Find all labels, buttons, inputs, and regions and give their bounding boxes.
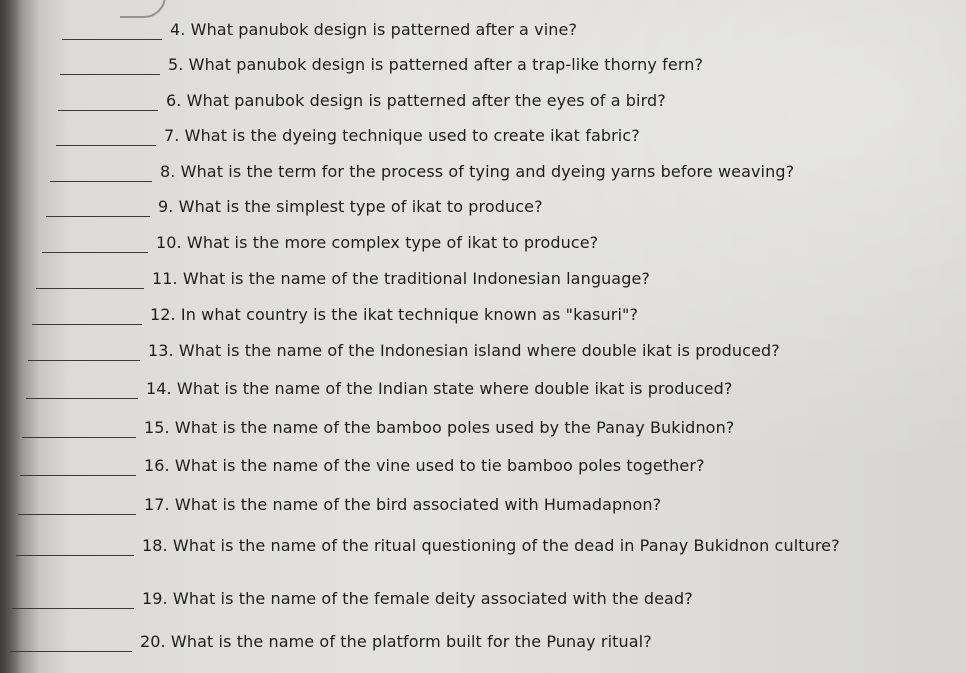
page-shadow-edge — [0, 0, 22, 673]
answer-blank-20[interactable] — [10, 635, 132, 652]
answer-blank-12[interactable] — [32, 308, 142, 325]
answer-blank-6[interactable] — [58, 94, 158, 111]
question-13 — [28, 339, 780, 361]
question-text-7: 7. What is the dyeing technique used to create ikat fabric? — [164, 126, 640, 145]
answer-blank-18[interactable] — [16, 539, 134, 556]
question-14 — [26, 377, 732, 399]
question-text-10: 10. What is the more complex type of ikat to produce? — [156, 233, 599, 252]
question-12 — [32, 303, 638, 325]
question-8 — [50, 160, 794, 182]
question-text-15: 15. What is the name of the bamboo poles used by the Panay Bukidnon? — [144, 418, 735, 437]
question-7 — [56, 124, 640, 146]
question-text-18: 18. What is the name of the ritual questioning of the dead in Panay Bukidnon culture? — [142, 536, 840, 555]
question-6 — [58, 89, 666, 111]
answer-blank-13[interactable] — [28, 344, 140, 361]
question-text-11: 11. What is the name of the traditional Indonesian language? — [152, 269, 651, 288]
answer-blank-15[interactable] — [22, 421, 136, 438]
answer-blank-14[interactable] — [26, 382, 138, 399]
question-9 — [46, 195, 543, 217]
question-text-17: 17. What is the name of the bird associated with Humadapnon? — [144, 495, 662, 514]
question-text-13: 13. What is the name of the Indonesian island where double ikat is produced? — [148, 341, 780, 360]
question-19 — [12, 587, 693, 609]
question-text-4: 4. What panubok design is patterned after a vine? — [170, 20, 578, 39]
question-text-16: 16. What is the name of the vine used to tie bamboo poles together? — [144, 456, 705, 475]
answer-blank-10[interactable] — [42, 236, 148, 253]
answer-blank-16[interactable] — [20, 459, 136, 476]
answer-blank-17[interactable] — [18, 498, 136, 515]
question-text-6: 6. What panubok design is patterned after the eyes of a bird? — [166, 91, 666, 110]
answer-blank-5[interactable] — [60, 58, 160, 75]
question-10 — [42, 231, 598, 253]
question-4 — [62, 18, 577, 40]
question-text-12: 12. In what country is the ikat technique known as "kasuri"? — [150, 305, 639, 324]
question-text-8: 8. What is the term for the process of tying and dyeing yarns before weaving? — [160, 162, 795, 181]
question-text-9: 9. What is the simplest type of ikat to produce? — [158, 197, 543, 216]
question-15 — [22, 416, 734, 438]
pen-mark — [120, 0, 166, 18]
question-text-14: 14. What is the name of the Indian state where double ikat is produced? — [146, 379, 733, 398]
question-16 — [20, 454, 705, 476]
question-18 — [16, 534, 840, 556]
question-text-5: 5. What panubok design is patterned after a trap-like thorny fern? — [168, 55, 704, 74]
answer-blank-11[interactable] — [36, 272, 144, 289]
answer-blank-19[interactable] — [12, 592, 134, 609]
question-17 — [18, 493, 661, 515]
question-text-19: 19. What is the name of the female deity associated with the dead? — [142, 589, 693, 608]
question-5 — [60, 53, 703, 75]
answer-blank-9[interactable] — [46, 200, 150, 217]
answer-blank-8[interactable] — [50, 165, 152, 182]
question-20 — [10, 630, 652, 652]
question-text-20: 20. What is the name of the platform built for the Punay ritual? — [140, 632, 652, 651]
answer-blank-4[interactable] — [62, 23, 162, 40]
question-11 — [36, 267, 650, 289]
answer-blank-7[interactable] — [56, 129, 156, 146]
